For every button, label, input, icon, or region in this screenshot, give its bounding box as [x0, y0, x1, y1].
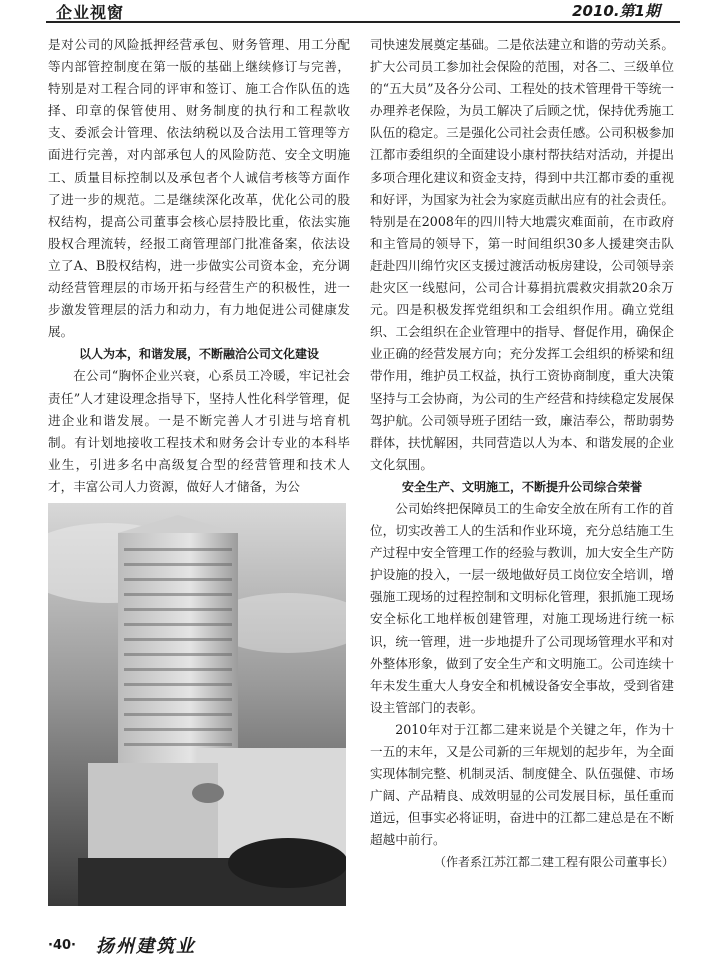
paragraph-outlook: 2010年对于江都二建来说是个关键之年，作为十一五的末年，又是公司新的三年规划的起步年，为全面实现体制完整、机制灵活、制度健全、队伍强健、市场广阔、产品精良、成效明显的公司发展目标，虽任重而道远，但事实必将证明，奋进中的江都二建总是在不断超越中前行。: [370, 721, 674, 848]
section-title: 企业视窗: [56, 3, 125, 22]
magazine-logo: 扬州建筑业: [96, 936, 196, 957]
left-column: [48, 34, 350, 498]
header-rule: [46, 21, 680, 23]
page-header: [0, 0, 720, 22]
page-footer: [0, 930, 720, 957]
subheading-culture: 以人为本，和谐发展，不断融洽公司文化建设: [78, 347, 319, 362]
author-byline: （作者系江苏江都二建工程有限公司董事长）: [433, 855, 674, 870]
paragraph-safety: 公司始终把保障员工的生命安全放在所有工作的首位，切实改善工人的生活和作业环境，充分总结施工生产过程中安全管理工作的经验与教训，加大安全生产防护设施的投入，一层一级地做好员工岗位安全培训，增强施工现场的过程控制和文明标化管理，狠抓施工现场安全标化工地样板创建管理，对施工现场进行统一标识，统一管理，进一步地提升了公司现场管理水平和对外整体形象，做到了安全生产和文明施工。公司连续十年未发生重大人身安全和机械设备安全事故，受到省建设主管部门的表彰。: [370, 500, 674, 715]
paragraph-talent: 在公司“胸怀企业兴衰，心系员工冷暖，牢记社会责任”人才建设理念指导下，坚持人性化科学管理，促进企业和谐发展。一是不断完善人才引进与培育机制。有计划地接收工程技术和财务会计专业的本科毕业生，引进多名中高级复合型的经营管理和技术人才，丰富公司人力资源，做好人才储备，为公: [48, 368, 350, 494]
paragraph-governance: 是对公司的风险抵押经营承包、财务管理、用工分配等内部管控制度在第一版的基础上继续修订与完善，特别是对工程合同的评审和签订、施工合作队伍的选择、印章的保管使用、财务制度的执行和工程款收支、委派会计管理、依法纳税以及合法用工管理等方面进行完善，对内部承包人的风险防范、安全文明施工、质量目标控制以及承包者个人诚信考核等方面作了进一步的规范。二是继续深化改革，优化公司的股权结构，提高公司董事会核心层持股比重，依法实施股权合理流转，经报工商管理部门批准备案，依法设立了A、B股权结构，进一步做实公司资本金，充分调动经营管理层的市场开拓与经营生产的积极性，进一步激发管理层的活力和动力，有力地促进公司健康发展。: [48, 37, 350, 340]
right-column: [370, 34, 674, 874]
building-photo: [48, 503, 346, 906]
office-tower-image: [48, 503, 346, 906]
paragraph-labor-relations: 司快速发展奠定基础。二是依法建立和谐的劳动关系。扩大公司员工参加社会保险的范围，对各二、三级单位的“五大员”及各分公司、工程处的技术管理骨干等统一办理养老保险，为员工解决了后顾之忧，保持优秀施工队伍的稳定。三是强化公司社会责任感。公司积极参加江都市委组织的全面建设小康村帮扶结对活动，并提出多项合理化建议和资金支持，得到中共江都市委的重视和好评，为国家为社会为家庭贡献出应有的社会责任。特别是在2008年的四川特大地震灾难面前，在市政府和主管局的领导下，第一时间组织30多人援建突击队赶赴四川绵竹灾区支援过渡活动板房建设，公司领导亲赴灾区一线慰问，公司合计募捐抗震救灾捐款20余万元。四是积极发挥党组织和工会组织作用。确立党组织、工会组织在企业管理中的指导、督促作用，确保企业正确的经营发展方向；充分发挥工会组织的桥梁和纽带作用，维护员工权益，执行工资协商制度，重大决策坚持与工会协商，为公司的生产经营和持续稳定发展保驾护航。公司领导班子团结一致，廉洁奉公，帮助弱势群体，扶忧解困，共同营造以人为本、和谐发展的企业文化氛围。: [370, 37, 674, 472]
issue-number: 2010.第1期: [572, 2, 660, 20]
page-number: ·40·: [48, 938, 76, 953]
subheading-safety: 安全生产、文明施工，不断提升公司综合荣誉: [401, 479, 642, 494]
